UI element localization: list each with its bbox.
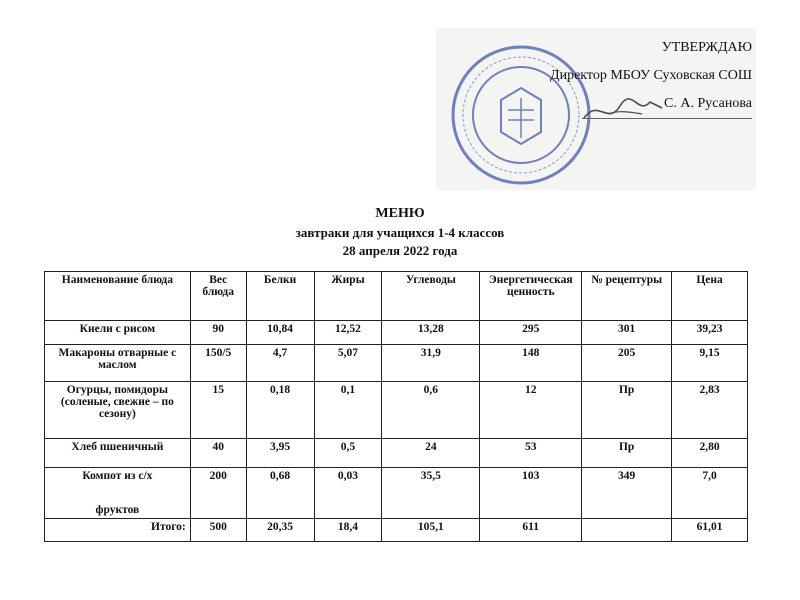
table-row-total	[45, 519, 748, 542]
table-cell: 0,03	[314, 468, 382, 519]
table-cell: 20,35	[246, 519, 314, 542]
menu-date: 28 апреля 2022 года	[342, 243, 458, 258]
table-cell: 0,68	[246, 468, 314, 519]
table-header: Вес блюда	[190, 272, 246, 321]
table-cell: 500	[190, 519, 246, 542]
table-header: № рецептуры	[582, 272, 672, 321]
approval-approve: УТВЕРЖДАЮ	[661, 40, 752, 55]
table-row	[45, 382, 748, 439]
table-header: Цена	[672, 272, 748, 321]
table-cell: 0,1	[314, 382, 382, 439]
table-cell: Огурцы, помидоры (соленые, свежие – по сезону)	[45, 382, 191, 439]
table-header: Наименование блюда	[45, 272, 191, 321]
table-header-row	[45, 272, 748, 321]
table-cell: 12	[480, 382, 582, 439]
table-cell: 12,52	[314, 321, 382, 345]
table-cell: 39,23	[672, 321, 748, 345]
table-cell: 2,80	[672, 439, 748, 468]
approval-position: Директор МБОУ Суховская СОШ	[550, 68, 752, 83]
table-row	[45, 468, 748, 519]
table-cell: 2,83	[672, 382, 748, 439]
table-cell: 10,84	[246, 321, 314, 345]
table-cell: 295	[480, 321, 582, 345]
table-cell: 53	[480, 439, 582, 468]
table-cell: 5,07	[314, 345, 382, 382]
table-cell: 301	[582, 321, 672, 345]
table-cell: 13,28	[382, 321, 480, 345]
table-cell: 15	[190, 382, 246, 439]
table-cell: Хлеб пшеничный	[45, 439, 191, 468]
table-cell: 7,0	[672, 468, 748, 519]
table-cell: 90	[190, 321, 246, 345]
table-cell: 35,5	[382, 468, 480, 519]
table-cell	[582, 519, 672, 542]
table-cell: 0,18	[246, 382, 314, 439]
table-cell: 4,7	[246, 345, 314, 382]
table-cell: 105,1	[382, 519, 480, 542]
table-cell: 205	[582, 345, 672, 382]
kompot-line-1: Компот из с/х	[82, 470, 153, 482]
table-cell: 200	[190, 468, 246, 519]
table-cell: 148	[480, 345, 582, 382]
table-cell: 24	[382, 439, 480, 468]
table-cell: 9,15	[672, 345, 748, 382]
table-cell: Макароны отварные с маслом	[45, 345, 191, 382]
approval-name: С. А. Русанова	[664, 96, 752, 111]
table-cell: 349	[582, 468, 672, 519]
table-cell: 18,4	[314, 519, 382, 542]
table-row	[45, 345, 748, 382]
table-cell: 3,95	[246, 439, 314, 468]
table-cell: 611	[480, 519, 582, 542]
table-cell	[45, 468, 191, 519]
table-header: Углеводы	[382, 272, 480, 321]
table-header: Белки	[246, 272, 314, 321]
table-cell: Итого:	[45, 519, 191, 542]
table-cell: 0,6	[382, 382, 480, 439]
table-cell: 31,9	[382, 345, 480, 382]
kompot-line-2: фруктов	[95, 504, 140, 516]
table-header: Жиры	[314, 272, 382, 321]
table-row	[45, 439, 748, 468]
table-header: Энергетическая ценность	[480, 272, 582, 321]
table-cell: Кнели с рисом	[45, 321, 191, 345]
table-cell: Пр	[582, 439, 672, 468]
signature-icon	[578, 92, 668, 128]
table-row	[45, 321, 748, 345]
table-cell: 0,5	[314, 439, 382, 468]
menu-subtitle: завтраки для учащихся 1-4 классов	[295, 225, 505, 240]
table-cell: 61,01	[672, 519, 748, 542]
table-cell: 150/5	[190, 345, 246, 382]
table-cell: Пр	[582, 382, 672, 439]
table-cell: 40	[190, 439, 246, 468]
menu-table	[44, 271, 748, 542]
menu-title: МЕНЮ	[375, 206, 425, 221]
kompot-name	[49, 470, 186, 516]
table-cell: 103	[480, 468, 582, 519]
